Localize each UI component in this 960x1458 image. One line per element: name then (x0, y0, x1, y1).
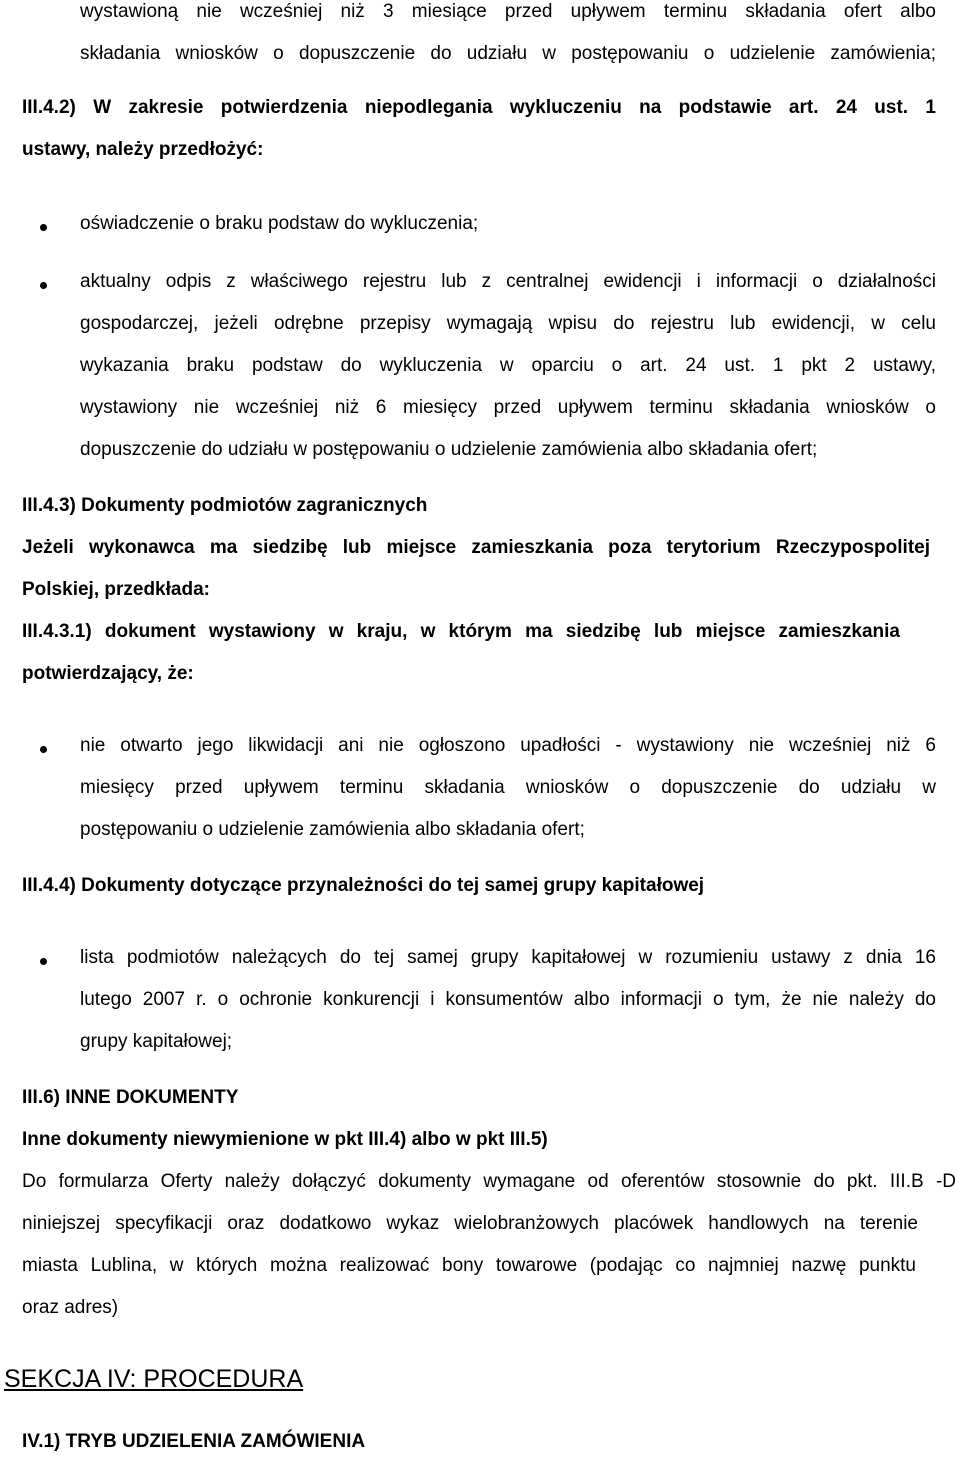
section-heading: III.4.3) Dokumenty podmiotów zagranicznych (22, 495, 428, 516)
bullet-item-line: wystawiony nie wcześniej niż 6 miesięcy przed upływem terminu składania wniosków o (80, 397, 936, 418)
section-item-heading: III.4.3.1) dokument wystawiony w kraju, w którym ma siedzibę lub miejsce zamieszkania (22, 621, 900, 642)
section-heading: III.4.4) Dokumenty dotyczące przynależności do tej samej grupy kapitałowej (22, 875, 705, 896)
bullet-item-line: postępowaniu o udzielenie zamówienia albo składania ofert; (80, 819, 585, 840)
bullet-dot-icon (40, 224, 47, 231)
bullet-item-line: lista podmiotów należących do tej samej grupy kapitałowej w rozumieniu ustawy z dnia 16 (80, 947, 936, 968)
section-subheading: Inne dokumenty niewymienione w pkt III.4) albo w pkt III.5) (22, 1129, 548, 1150)
paragraph-line: Do formularza Oferty należy dołączyć dokumenty wymagane od oferentów stosownie do pkt. III.B -D (22, 1171, 956, 1192)
section-heading: III.6) INNE DOKUMENTY (22, 1087, 239, 1108)
text-line: wystawioną nie wcześniej niż 3 miesiące przed upływem terminu składania ofert albo (80, 1, 936, 22)
section-heading-cont: ustawy, należy przedłożyć: (22, 139, 264, 160)
bullet-item-line: lutego 2007 r. o ochronie konkurencji i konsumentów albo informacji o tym, że nie należy do (80, 989, 936, 1010)
bullet-item-line: wykazania braku podstaw do wykluczenia w oparciu o art. 24 ust. 1 pkt 2 ustawy, (80, 355, 936, 376)
bullet-item-line: aktualny odpis z właściwego rejestru lub z centralnej ewidencji i informacji o działalności (80, 271, 936, 292)
section-item-heading-cont: potwierdzający, że: (22, 663, 194, 684)
bullet-dot-icon (40, 958, 47, 965)
bullet-item-line: nie otwarto jego likwidacji ani nie ogłoszono upadłości - wystawiony nie wcześniej niż 6 (80, 735, 936, 756)
bullet-item-line: gospodarczej, jeżeli odrębne przepisy wymagają wpisu do rejestru lub ewidencji, w celu (80, 313, 936, 334)
bullet-item: oświadczenie o braku podstaw do wykluczenia; (80, 213, 479, 234)
section-subheading: IV.1) TRYB UDZIELENIA ZAMÓWIENIA (22, 1431, 366, 1452)
bullet-item-line: miesięcy przed upływem terminu składania wniosków o dopuszczenie do udziału w (80, 777, 936, 798)
paragraph-line: oraz adres) (22, 1297, 119, 1318)
section-heading: III.4.2) W zakresie potwierdzenia niepodlegania wykluczeniu na podstawie art. 24 ust. 1 (22, 97, 936, 118)
bullet-dot-icon (40, 282, 47, 289)
section-subheading: Jeżeli wykonawca ma siedzibę lub miejsce zamieszkania poza terytorium Rzeczypospolitej (22, 537, 930, 558)
text-line: składania wniosków o dopuszczenie do udziału w postępowaniu o udzielenie zamówienia; (80, 43, 936, 64)
bullet-item-line: grupy kapitałowej; (80, 1031, 233, 1052)
paragraph-line: niniejszej specyfikacji oraz dodatkowo wykaz wielobranżowych placówek handlowych na terenie (22, 1213, 918, 1234)
paragraph-line: miasta Lublina, w których można realizować bony towarowe (podając co najmniej nazwę punktu (22, 1255, 916, 1276)
section-title: SEKCJA IV: PROCEDURA (4, 1365, 304, 1393)
bullet-dot-icon (40, 746, 47, 753)
section-subheading-cont: Polskiej, przedkłada: (22, 579, 210, 600)
bullet-item-line: dopuszczenie do udziału w postępowaniu o udzielenie zamówienia albo składania ofert; (80, 439, 818, 460)
